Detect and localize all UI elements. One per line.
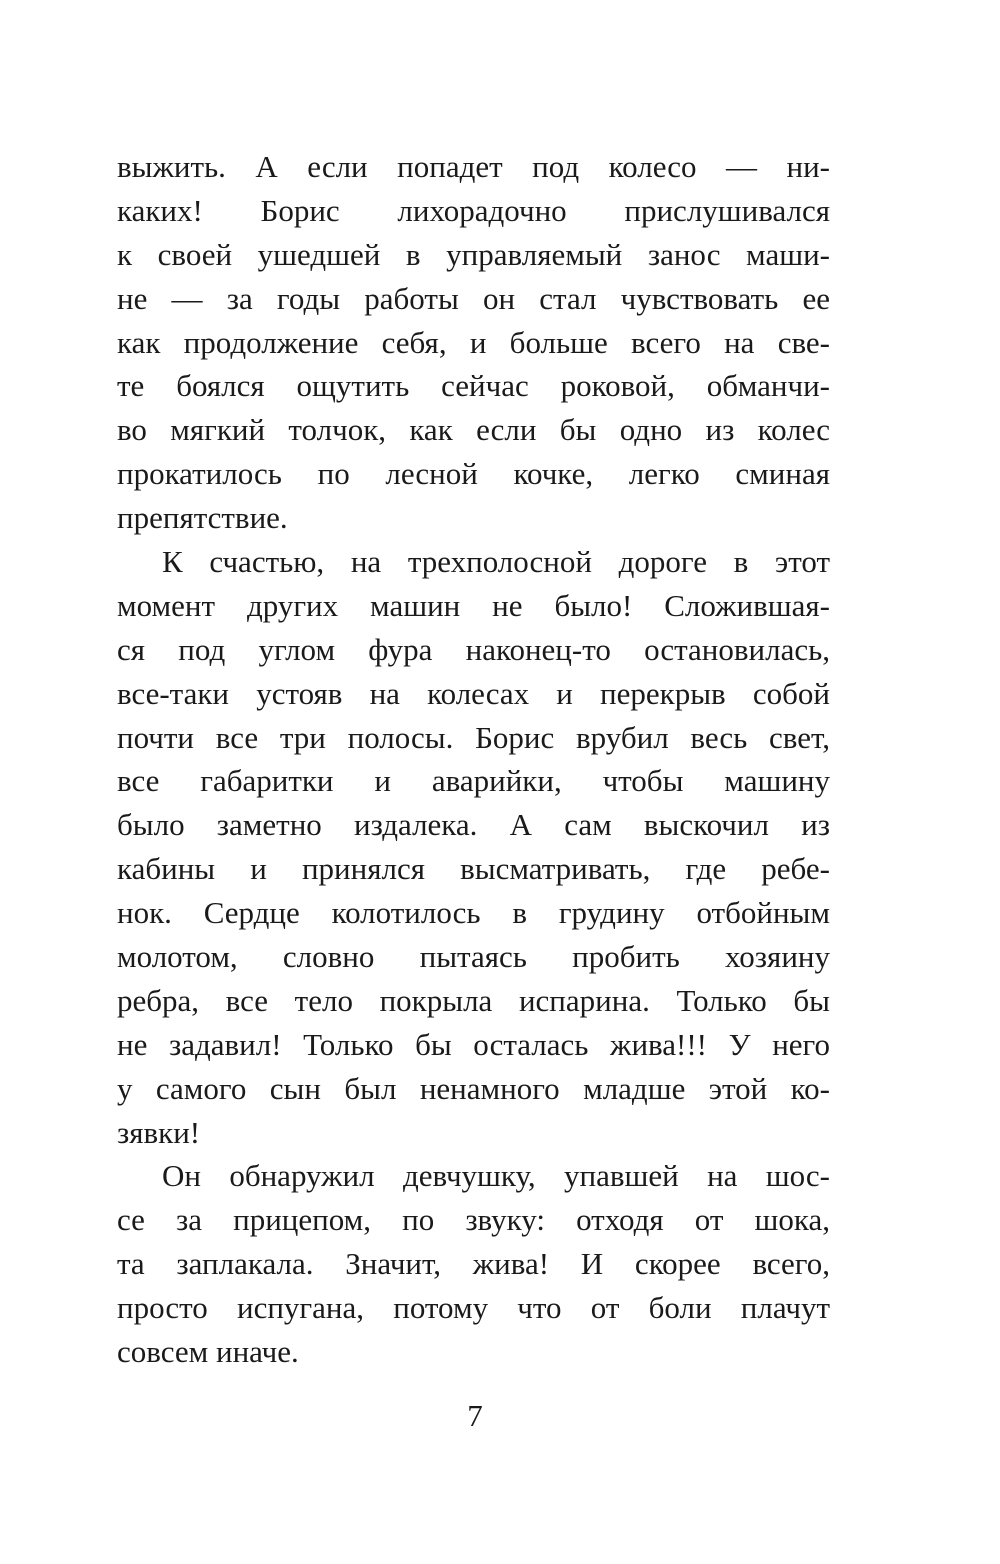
text-line: ребра, все тело покрыла испарина. Только бы — [117, 982, 830, 1018]
text-line: все габаритки и аварийки, чтобы машину — [117, 763, 830, 799]
page-number: 7 — [467, 1398, 483, 1433]
text-line: нок. Сердце колотилось в грудину отбойным — [117, 895, 830, 931]
text-line: выжить. А если попадет под колесо — ни- — [117, 149, 830, 184]
text-line: просто испугана, потому что от боли плачут — [117, 1290, 830, 1326]
paragraph-start-line: К счастью, на трехполосной дороге в этот — [162, 544, 830, 580]
text-line: каких! Борис лихорадочно прислушивался — [117, 192, 830, 228]
text-line: у самого сын был ненамного младше этой ко- — [117, 1070, 830, 1106]
paragraph-start-line: Он обнаружил девчушку, упавшей на шос- — [162, 1158, 830, 1194]
text-line: было заметно издалека. А сам выскочил из — [117, 807, 830, 843]
text-line: как продолжение себя, и больше всего на све- — [117, 324, 830, 360]
text-line: момент других машин не было! Сложившая- — [117, 587, 830, 623]
text-line: ся под углом фура наконец-то остановилась, — [117, 631, 830, 667]
text-line: не — за годы работы он стал чувствовать ее — [117, 280, 830, 316]
text-line: та заплакала. Значит, жива! И скорее всего, — [117, 1246, 830, 1282]
text-line: препятствие. — [117, 500, 288, 536]
text-line: не задавил! Только бы осталась жива!!! У него — [117, 1026, 830, 1062]
text-line: се за прицепом, по звуку: отходя от шока, — [117, 1202, 830, 1238]
text-line: совсем иначе. — [117, 1334, 299, 1370]
text-line: кабины и принялся высматривать, где ребе- — [117, 851, 830, 887]
text-line: те боялся ощутить сейчас роковой, обманчи- — [117, 368, 830, 404]
text-line: все-таки устояв на колесах и перекрыв собой — [117, 675, 830, 711]
text-line: к своей ушедшей в управляемый занос маши- — [117, 236, 830, 272]
text-line: зявки! — [117, 1114, 201, 1150]
text-line: во мягкий толчок, как если бы одно из колес — [117, 412, 830, 448]
text-line: молотом, словно пытаясь пробить хозяину — [117, 939, 830, 975]
book-page-text — [117, 145, 830, 1374]
text-line: прокатилось по лесной кочке, легко сминая — [117, 456, 830, 492]
text-line: почти все три полосы. Борис врубил весь свет, — [117, 719, 830, 755]
